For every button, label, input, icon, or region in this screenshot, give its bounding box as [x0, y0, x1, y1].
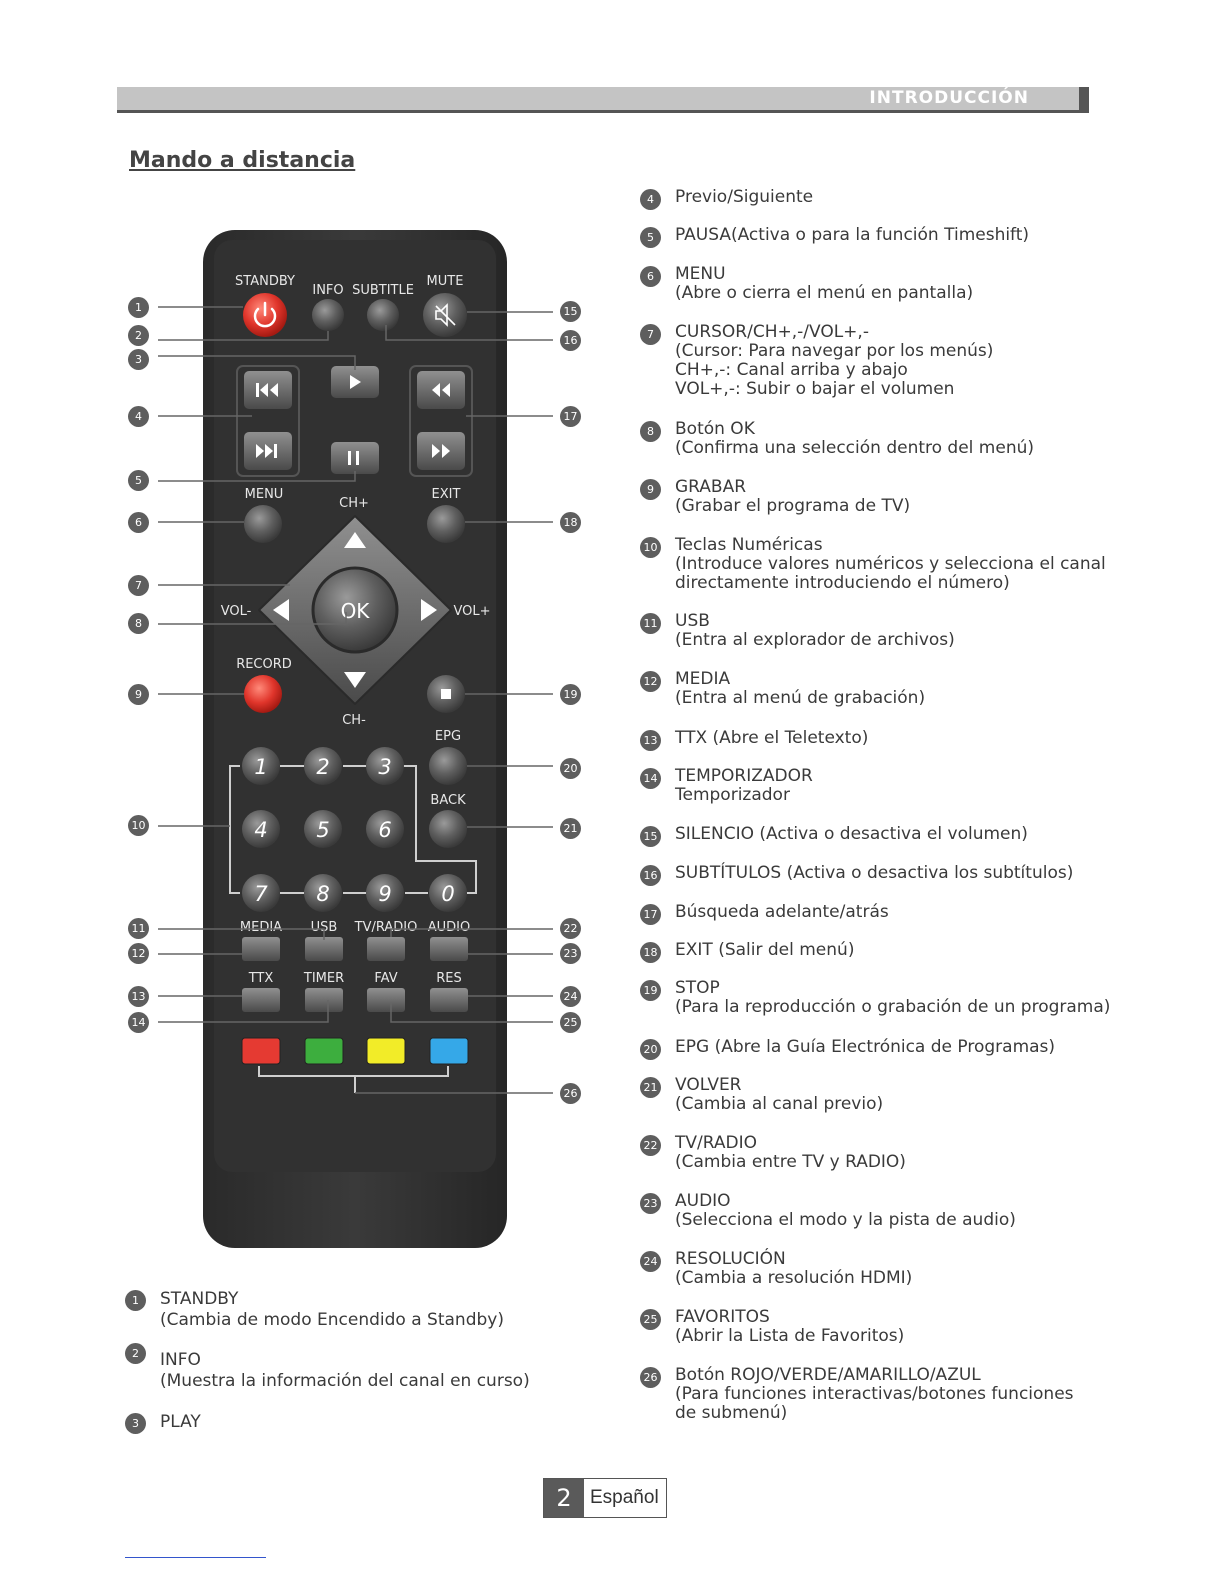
timer-button[interactable]: [305, 988, 343, 1012]
desc-number: 26: [640, 1367, 661, 1388]
desc-title: STOP: [675, 978, 720, 998]
epg-button[interactable]: [429, 747, 467, 785]
label-record: RECORD: [236, 657, 292, 672]
desc-title: Previo/Siguiente: [675, 187, 814, 207]
desc-number: 25: [640, 1309, 661, 1330]
desc-line: (Para la reproducción o grabación de un programa): [675, 997, 1111, 1017]
red-key-button[interactable]: [242, 1038, 280, 1064]
callout-19: 19: [560, 684, 581, 705]
desc-number: 4: [640, 189, 661, 210]
desc-title: Botón OK: [675, 419, 755, 439]
desc-title: SILENCIO (Activa o desactiva el volumen): [675, 824, 1028, 844]
desc-line: CH+,-: Canal arriba y abajo: [675, 360, 908, 380]
desc-number: 12: [640, 671, 661, 692]
callout-24: 24: [560, 986, 581, 1007]
desc-title: PAUSA(Activa o para la función Timeshift): [675, 225, 1030, 245]
desc-line: VOL+,-: Subir o bajar el volumen: [675, 379, 955, 399]
desc-sub: (Muestra la información del canal en curso): [160, 1371, 530, 1391]
page-footer: [543, 1478, 667, 1518]
callout-13: 13: [128, 986, 149, 1007]
callout-22: 22: [560, 918, 581, 939]
label-ttx: TTX: [248, 971, 274, 986]
desc-number: 9: [640, 479, 661, 500]
desc-number: 17: [640, 904, 661, 925]
desc-line: (Entra al menú de grabación): [675, 688, 926, 708]
desc-sub: (Cambia de modo Encendido a Standby): [160, 1310, 504, 1330]
desc-number: 3: [125, 1413, 146, 1434]
label-standby: STANDBY: [235, 274, 295, 289]
callout-2: 2: [128, 325, 149, 346]
desc-title: TEMPORIZADOR: [675, 766, 813, 786]
media-button[interactable]: [242, 937, 280, 961]
desc-title: PLAY: [160, 1412, 201, 1432]
ok-label: OK: [340, 599, 370, 623]
fav-button[interactable]: [367, 988, 405, 1012]
pause-button[interactable]: [331, 442, 379, 474]
callout-14: 14: [128, 1012, 149, 1033]
label-ch-plus: CH+: [339, 496, 369, 511]
subtitle-button[interactable]: [367, 299, 399, 331]
desc-title: Botón ROJO/VERDE/AMARILLO/AZUL: [675, 1365, 981, 1385]
callout-12: 12: [128, 943, 149, 964]
label-media: MEDIA: [239, 920, 283, 935]
desc-line: directamente introduciendo el número): [675, 573, 1010, 593]
callout-6: 6: [128, 512, 149, 533]
callout-26: 26: [560, 1083, 581, 1104]
digit-label: 8: [316, 882, 330, 906]
label-epg: EPG: [434, 729, 462, 744]
header-cap: [1079, 87, 1089, 113]
callout-21: 21: [560, 818, 581, 839]
desc-title: FAVORITOS: [675, 1307, 770, 1327]
label-usb: USB: [310, 920, 338, 935]
desc-number: 15: [640, 826, 661, 847]
record-button[interactable]: [244, 675, 282, 713]
digit-label: 1: [254, 755, 268, 779]
label-vol-plus: VOL+: [453, 604, 491, 619]
usb-button[interactable]: [305, 937, 343, 961]
desc-line: (Abrir la Lista de Favoritos): [675, 1326, 905, 1346]
desc-title: TTX (Abre el Teletexto): [675, 728, 869, 748]
desc-number: 22: [640, 1135, 661, 1156]
footer-language: Español: [590, 1487, 659, 1508]
label-res: RES: [436, 971, 462, 986]
info-button[interactable]: [312, 299, 344, 331]
desc-title: INFO: [160, 1350, 201, 1370]
desc-line: (Selecciona el modo y la pista de audio): [675, 1210, 1016, 1230]
label-audio: AUDIO: [427, 920, 471, 935]
page-number: 2: [544, 1479, 584, 1517]
audio-button[interactable]: [430, 937, 468, 961]
desc-title: RESOLUCIÓN: [675, 1249, 786, 1269]
desc-number: 8: [640, 421, 661, 442]
desc-number: 24: [640, 1251, 661, 1272]
callout-7: 7: [128, 575, 149, 596]
desc-number: 6: [640, 266, 661, 287]
digit-label: 3: [378, 755, 392, 779]
label-mute: MUTE: [426, 274, 464, 289]
ttx-button[interactable]: [242, 988, 280, 1012]
exit-button[interactable]: [427, 505, 465, 543]
desc-number: 2: [125, 1343, 146, 1364]
desc-line: (Cambia entre TV y RADIO): [675, 1152, 906, 1172]
desc-line: (Cambia a resolución HDMI): [675, 1268, 913, 1288]
desc-title: MENU: [675, 264, 726, 284]
desc-line: (Cursor: Para navegar por los menús): [675, 341, 994, 361]
label-menu: MENU: [244, 487, 284, 502]
label-back: BACK: [430, 793, 466, 808]
desc-number: 20: [640, 1039, 661, 1060]
desc-title: Búsqueda adelante/atrás: [675, 902, 889, 922]
desc-title: MEDIA: [675, 669, 731, 689]
label-tv-radio: TV/RADIO: [354, 920, 418, 935]
callout-1: 1: [128, 297, 149, 318]
label-fav: FAV: [374, 971, 398, 986]
stop-icon: [441, 689, 451, 699]
callout-17: 17: [560, 406, 581, 427]
label-vol-minus: VOL-: [220, 604, 252, 619]
callout-16: 16: [560, 330, 581, 351]
desc-line: (Abre o cierra el menú en pantalla): [675, 283, 974, 303]
menu-button[interactable]: [244, 505, 282, 543]
blue-key-button[interactable]: [430, 1038, 468, 1064]
desc-number: 18: [640, 942, 661, 963]
res-button[interactable]: [430, 988, 468, 1012]
desc-line: (Introduce valores numéricos y selecciona el canal: [675, 554, 1106, 574]
desc-number: 16: [640, 865, 661, 886]
digit-label: 5: [316, 818, 330, 842]
back-button[interactable]: [429, 810, 467, 848]
desc-number: 1: [125, 1290, 146, 1311]
desc-line: (Para funciones interactivas/botones funciones: [675, 1384, 1074, 1404]
desc-line: de submenú): [675, 1403, 788, 1423]
callout-20: 20: [560, 758, 581, 779]
label-timer: TIMER: [303, 971, 345, 986]
desc-title: EXIT (Salir del menú): [675, 940, 855, 960]
desc-title: USB: [675, 611, 710, 631]
desc-title: CURSOR/CH+,-/VOL+,-: [675, 322, 869, 342]
digit-label: 4: [254, 818, 268, 842]
fast-forward-button[interactable]: [417, 432, 465, 470]
callout-18: 18: [560, 512, 581, 533]
desc-line: (Grabar el programa de TV): [675, 496, 911, 516]
desc-title: AUDIO: [675, 1191, 731, 1211]
callout-3: 3: [128, 349, 149, 370]
desc-title: STANDBY: [160, 1289, 239, 1309]
label-subtitle: SUBTITLE: [352, 283, 414, 298]
callout-23: 23: [560, 943, 581, 964]
desc-number: 5: [640, 227, 661, 248]
desc-number: 7: [640, 324, 661, 345]
digit-label: 6: [378, 818, 392, 842]
callout-8: 8: [128, 613, 149, 634]
desc-title: SUBTÍTULOS (Activa o desactiva los subtítulos): [675, 863, 1074, 883]
desc-title: EPG (Abre la Guía Electrónica de Programas): [675, 1037, 1056, 1057]
desc-title: GRABAR: [675, 477, 747, 497]
remote-diagram: [0, 0, 620, 1260]
callout-9: 9: [128, 684, 149, 705]
desc-line: Temporizador: [675, 785, 790, 805]
desc-title: Teclas Numéricas: [675, 535, 823, 555]
desc-number: 14: [640, 768, 661, 789]
desc-line: (Entra al explorador de archivos): [675, 630, 955, 650]
callout-15: 15: [560, 301, 581, 322]
desc-title: TV/RADIO: [675, 1133, 757, 1153]
footnote-rule: [125, 1557, 266, 1558]
callout-25: 25: [560, 1012, 581, 1033]
desc-number: 13: [640, 730, 661, 751]
yellow-key-button[interactable]: [367, 1038, 405, 1064]
desc-line: (Confirma una selección dentro del menú): [675, 438, 1035, 458]
desc-number: 23: [640, 1193, 661, 1214]
callout-11: 11: [128, 918, 149, 939]
digit-label: 0: [441, 882, 455, 906]
desc-number: 10: [640, 537, 661, 558]
desc-title: VOLVER: [675, 1075, 742, 1095]
section-title: INTRODUCCIÓN: [869, 88, 1029, 108]
callout-4: 4: [128, 406, 149, 427]
callout-10: 10: [128, 815, 149, 836]
page-title: Mando a distancia: [129, 148, 356, 173]
desc-number: 11: [640, 613, 661, 634]
desc-line: (Cambia al canal previo): [675, 1094, 884, 1114]
green-key-button[interactable]: [305, 1038, 343, 1064]
tv-radio-button[interactable]: [367, 937, 405, 961]
label-ch-minus: CH-: [342, 713, 366, 728]
desc-number: 21: [640, 1077, 661, 1098]
callout-5: 5: [128, 470, 149, 491]
digit-label: 7: [254, 882, 268, 906]
label-info: INFO: [312, 283, 344, 298]
label-exit: EXIT: [431, 487, 461, 502]
rewind-button[interactable]: [417, 371, 465, 409]
digit-label: 2: [316, 755, 330, 779]
digit-label: 9: [378, 882, 392, 906]
desc-number: 19: [640, 980, 661, 1001]
